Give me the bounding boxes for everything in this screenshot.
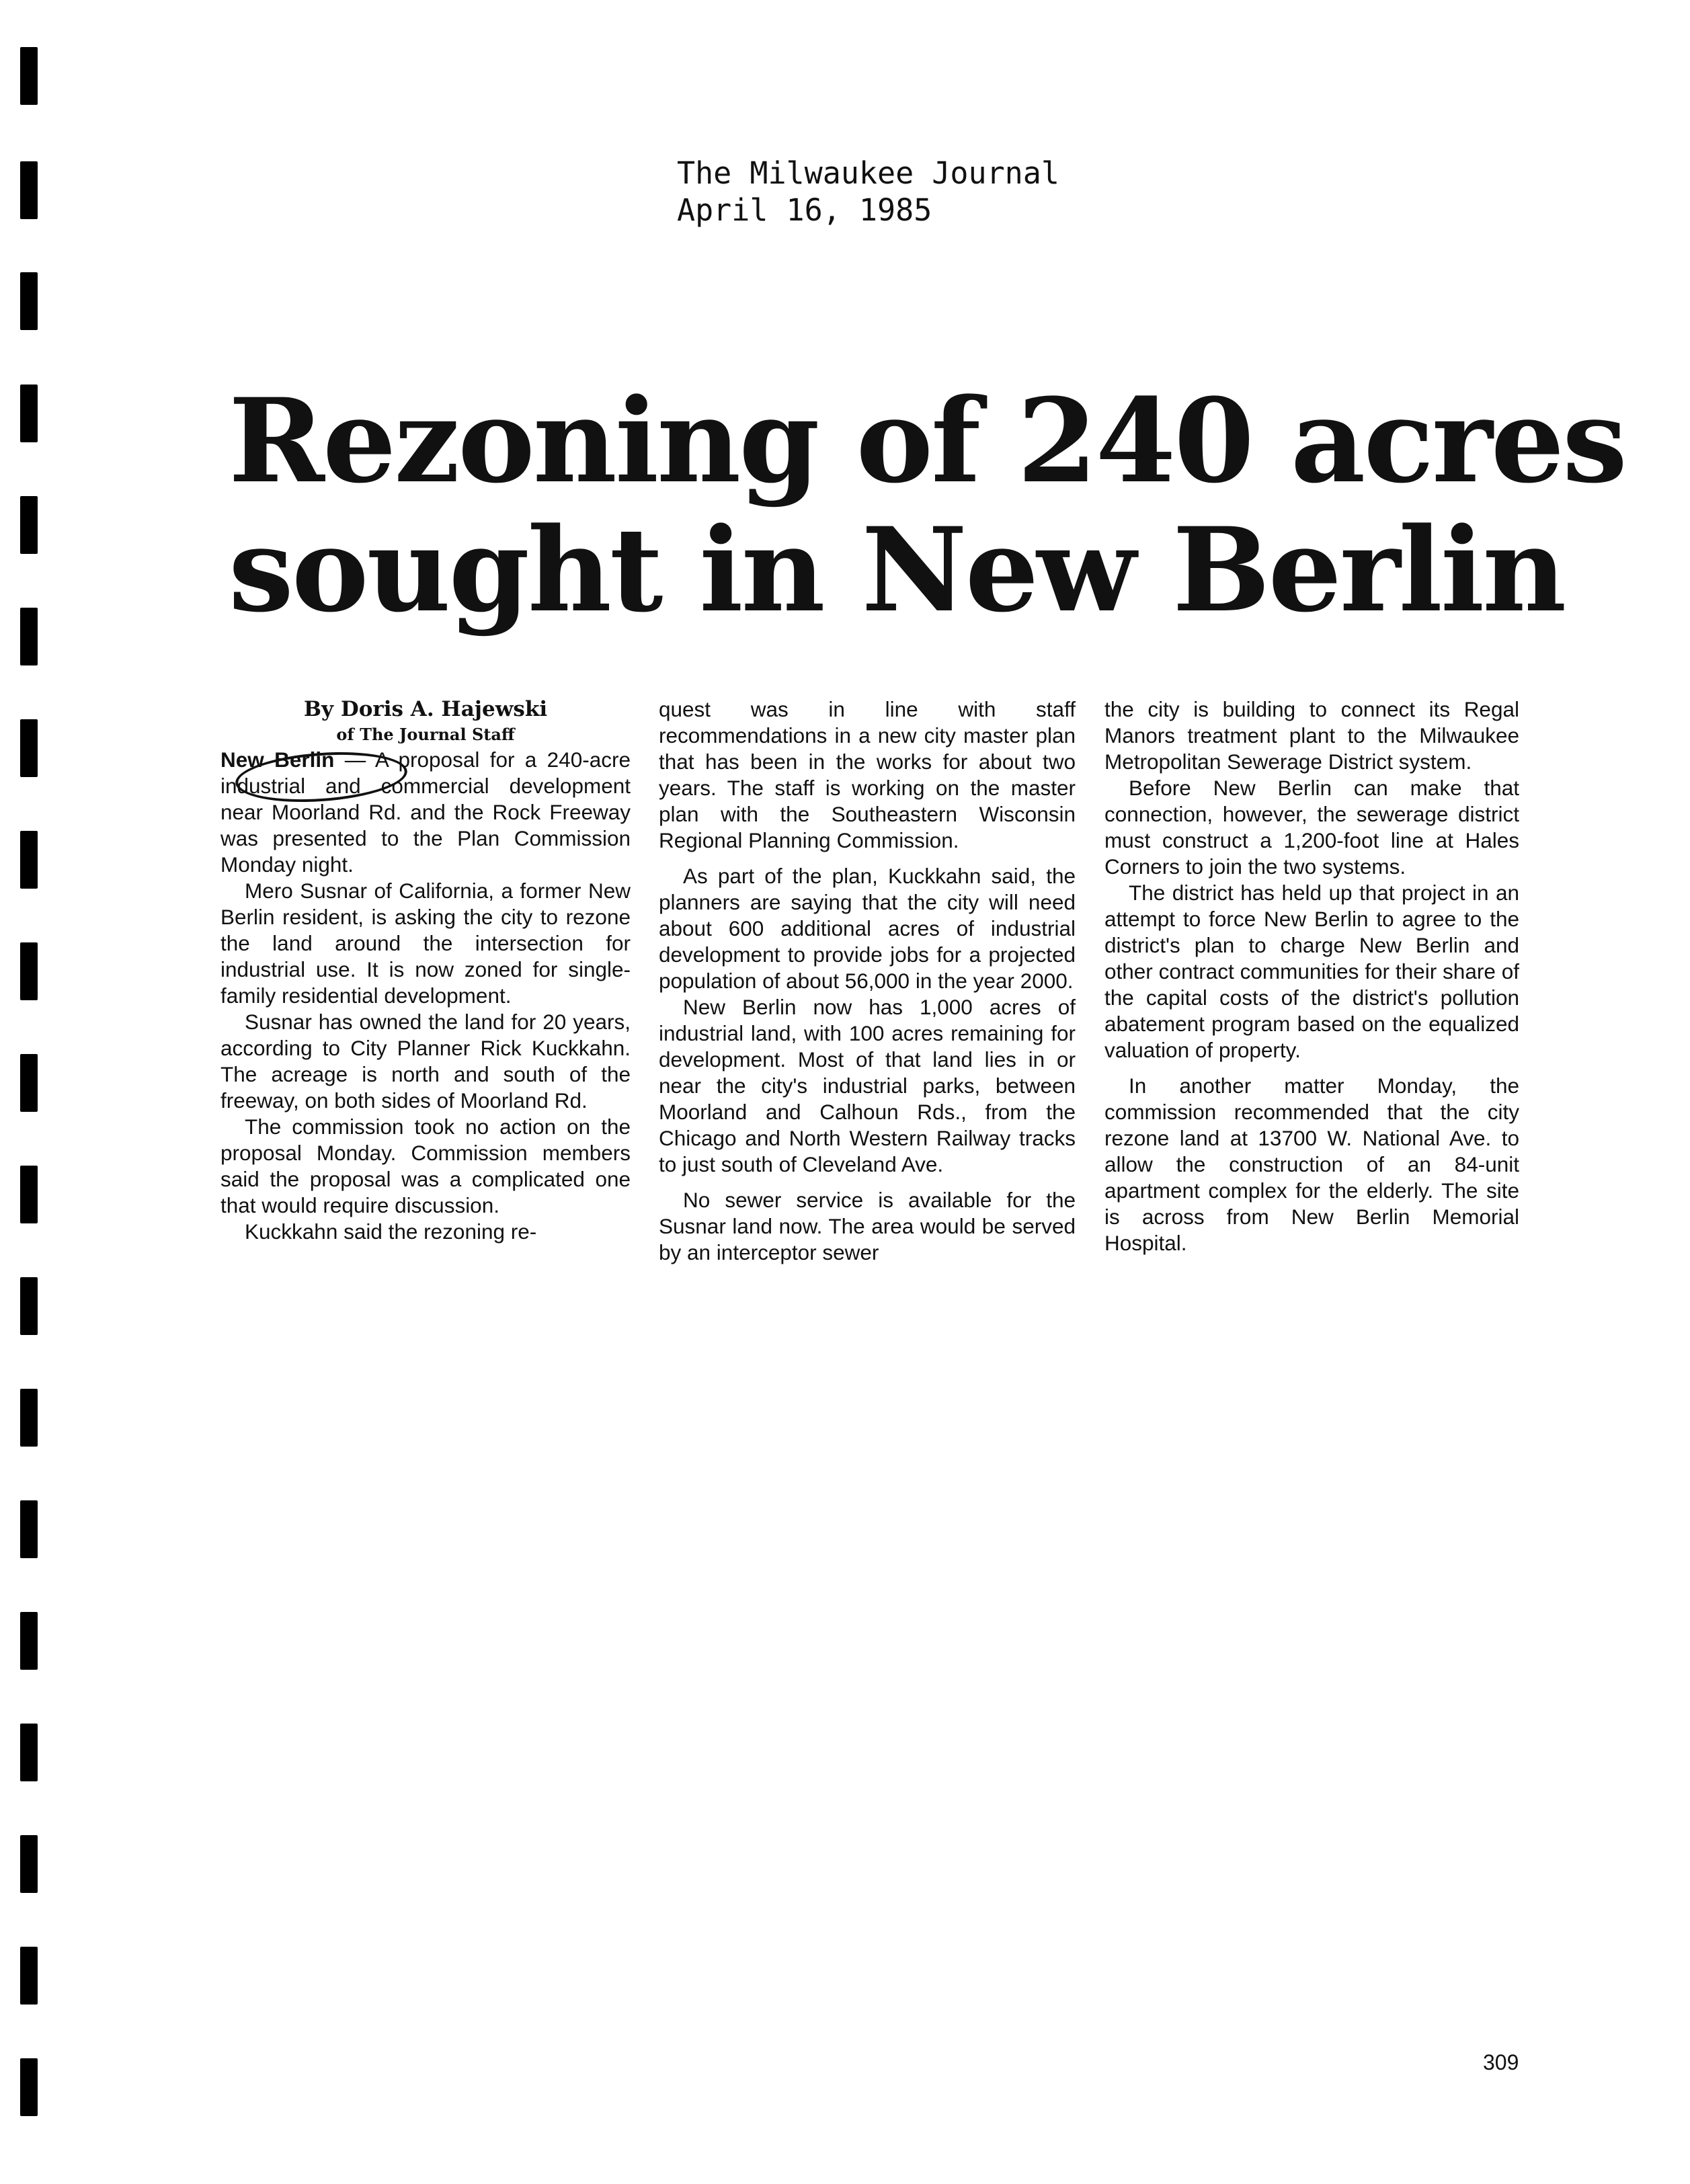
article-column-2 [659,696,1076,1266]
binder-hole [20,2058,38,2116]
paragraph: The commission took no action on the proposal Monday. Commission members said the proposal was a complicated one that would require discussion. [220,1115,631,1217]
page-number: 309 [1483,2050,1519,2074]
headline [229,372,1625,638]
byline-author: By Doris A. Hajewski [303,697,548,721]
binder-hole [20,1054,38,1112]
paragraph: Mero Susnar of California, a former New Berlin resident, is asking the city to rezone the land around the intersection for industrial use. It is now zoned for single-family residential development. [220,879,631,1008]
binder-hole [20,1612,38,1670]
binder-hole [20,496,38,554]
binder-hole [20,608,38,665]
binder-hole [20,1947,38,2005]
binder-hole [20,385,38,442]
paragraph: As part of the plan, Kuckkahn said, the planners are saying that the city will need about 600 additional acres of industrial development to provide jobs for a projected population of about 56,000 in the year 2000. [659,864,1076,993]
lead-paragraph [220,747,631,878]
paragraph: the city is building to connect its Regal Manors treatment plant to the Milwaukee Metropolitan Sewerage District system. [1104,697,1519,774]
paragraph: Before New Berlin can make that connection, however, the sewerage district must construct a 1,200-foot line at Hales Corners to join the two systems. [1104,776,1519,879]
binder-hole [20,831,38,889]
masthead [677,155,1059,229]
paragraph: In another matter Monday, the commission recommended that the city rezone land at 13700 W. National Ave. to allow the construction of an 84-unit apartment complex for the elderly. The site is across from New Berlin Memorial Hospital. [1104,1074,1519,1255]
binder-hole [20,161,38,219]
paragraph: Kuckkahn said the rezoning re- [245,1219,537,1244]
binder-hole [20,1835,38,1893]
paragraph: New Berlin now has 1,000 acres of industrial land, with 100 acres remaining for development. Most of that land lies in or near the city's industrial parks, between Moorland and Calhoun Rds., from the Chicago and North Western Railway tracks to just south of Cleveland Ave. [659,995,1076,1176]
publication-name: The Milwaukee Journal [677,155,1059,191]
dateline: New Berlin [220,747,335,772]
paragraph: quest was in line with staff recommendations in a new city master plan that has been in the works for about two years. The staff is working on the master plan with the Southeastern Wisconsin Regional Planning Commission. [659,697,1076,852]
binder-hole [20,1166,38,1223]
paragraph-text: — A proposal for a 240-acre industrial and commercial development near Moorland Rd. and the Rock Freeway was presented to the Plan Commission Monday night. [220,747,631,877]
binder-hole [20,272,38,330]
byline-staff: of The Journal Staff [336,725,515,744]
binder-hole [20,942,38,1000]
publication-date: April 16, 1985 [677,192,932,228]
binder-holes [20,0,40,2184]
paragraph: No sewer service is available for the Susnar land now. The area would be served by an interceptor sewer [659,1188,1076,1264]
binder-hole [20,1724,38,1781]
binder-hole [20,719,38,777]
binder-hole [20,1277,38,1335]
article-column-1 [220,696,631,1245]
binder-hole [20,1389,38,1447]
paragraph: Susnar has owned the land for 20 years, according to City Planner Rick Kuckkahn. The acreage is north and south of the freeway, on both sides of Moorland Rd. [220,1010,631,1113]
paragraph: The district has held up that project in an attempt to force New Berlin to agree to the district's plan to charge New Berlin and other contract communities for their share of the capital costs of the district's pollution abatement program based on the equalized valuation of property. [1104,881,1519,1062]
headline-line-2: sought in New Berlin [229,501,1565,638]
headline-line-1: Rezoning of 240 acres [229,372,1625,509]
binder-hole [20,1500,38,1558]
article-column-3 [1104,696,1519,1256]
binder-hole [20,47,38,105]
